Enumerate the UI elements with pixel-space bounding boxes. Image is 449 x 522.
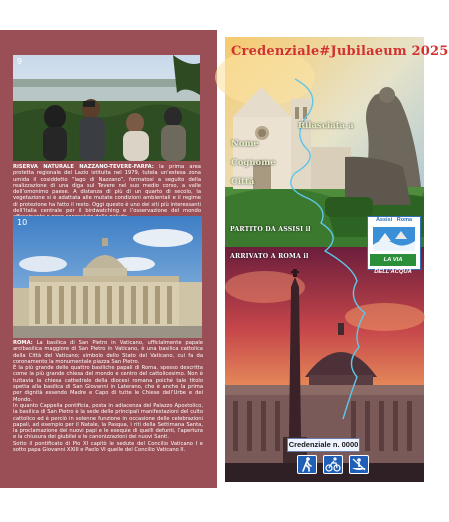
birdwatchers-illustration bbox=[13, 55, 200, 161]
rome-paragraph-3: In quanto Cappella pontificia, posta in adiacenza del Palazzo Apostolico, la basilica di San Pietro è la sede delle principali manifestazioni del culto cattolico ed è perciò in solenne funzione in occasione delle celebrazioni papali, ad esempio per il Natale, la Pasqua, i riti della Settimana Santa, la proclamazione dei nuovi papi e le esequie di quelli defunti, l’apertura e la chiusura dei giubilei e le canonizzazioni dei nuovi Santi. bbox=[13, 402, 203, 441]
surname-field-label: Cognome bbox=[231, 158, 276, 168]
rome-heading: ROMA: bbox=[13, 340, 33, 346]
cycling-glyph bbox=[324, 456, 342, 473]
photo-number-badge: 10 bbox=[17, 218, 28, 227]
nature-reserve-heading: RISERVA NATURALE NAZZANO-TEVERE-FARFA: bbox=[13, 164, 154, 170]
name-field-label: Nome bbox=[231, 139, 259, 149]
rome-paragraph-4: Sotto il pontificato di Pio XI capitò le sedute del Concilio Vaticano I e sotto papa Giovanni XXIII e Paolo VI quelle del Concilio Vaticano II. bbox=[13, 440, 203, 454]
left-info-panel bbox=[0, 30, 217, 488]
logo-artwork bbox=[373, 227, 415, 251]
rome-paragraph-2: È la più grande delle quattro basiliche papali di Roma, spesso descritta come la più grande chiesa del mondo e centro del cattolicesimo. Non è tuttavia la chiesa cattedrale della diocesi romana poiché tale titolo spetta alla basilica di San Giovanni in Laterano, che è anche la prima per dignità essendo Madre e Capo di tutte le Chiese dell’Urbe e del Mondo. bbox=[13, 365, 203, 403]
nature-reserve-photo bbox=[13, 55, 200, 161]
logo-landscape-illustration bbox=[373, 227, 415, 251]
credential-number: Credenziale n. 0000 bbox=[287, 438, 360, 452]
kayak-icon bbox=[349, 455, 369, 474]
kayak-glyph bbox=[350, 456, 368, 473]
nature-reserve-description bbox=[13, 164, 201, 221]
nature-reserve-text: la prima area protetta regionale del Lazio istituita nel 1979, tutela un’estesa zona umida il cosiddetto “lago di Nazzano”, formatosi a seguito della realizzazione di una diga sul Tevere nel suo medio corso, a valle dell’omonimo paese. A distanza di più di un quarto di secolo, la vegetazione si è adattata alle mutate condizioni ambientali e il regime di protezione ha fatto il resto. Oggi questo è uno dei siti più interessanti dell’Italia centrale per il birdwatching e l’osservazione del mondo bbox=[13, 164, 201, 215]
cycling-icon bbox=[323, 455, 343, 474]
photo-number-badge: 9 bbox=[17, 57, 23, 66]
rome-text-1: La basilica di San Pietro in Vaticano, ufficialmente papale arcibasilica maggiore di San Pietro in Vaticano, è una basilica cattolica della Città del Vaticano; simbolo dello Stato del Vaticano, cui fa da coronamento la monumentale piazza San Pietro. bbox=[13, 340, 203, 365]
walking-glyph bbox=[298, 456, 316, 473]
walking-icon bbox=[297, 455, 317, 474]
rome-paragraph-1 bbox=[13, 340, 203, 365]
logo-city-end: Roma bbox=[396, 217, 413, 223]
credential-cover-panel bbox=[225, 37, 449, 482]
rome-description bbox=[13, 340, 203, 453]
st-peters-basilica-illustration bbox=[13, 216, 202, 338]
city-field-label: Città bbox=[231, 177, 255, 187]
via-dell-acqua-logo bbox=[367, 216, 421, 275]
issued-to-label: Rilasciata a bbox=[298, 121, 354, 131]
st-peters-photo bbox=[13, 216, 202, 338]
logo-city-start: Assisi bbox=[375, 217, 393, 223]
logo-name: LA VIA DELL’ACQUA bbox=[370, 254, 416, 266]
arrival-label: ARRIVATO A ROMA il bbox=[230, 253, 309, 260]
departure-label: PARTITO DA ASSISI il bbox=[230, 226, 311, 233]
credential-title: Credenziale#Jubilaeum 2025 bbox=[231, 44, 449, 59]
logo-cities bbox=[368, 217, 420, 223]
